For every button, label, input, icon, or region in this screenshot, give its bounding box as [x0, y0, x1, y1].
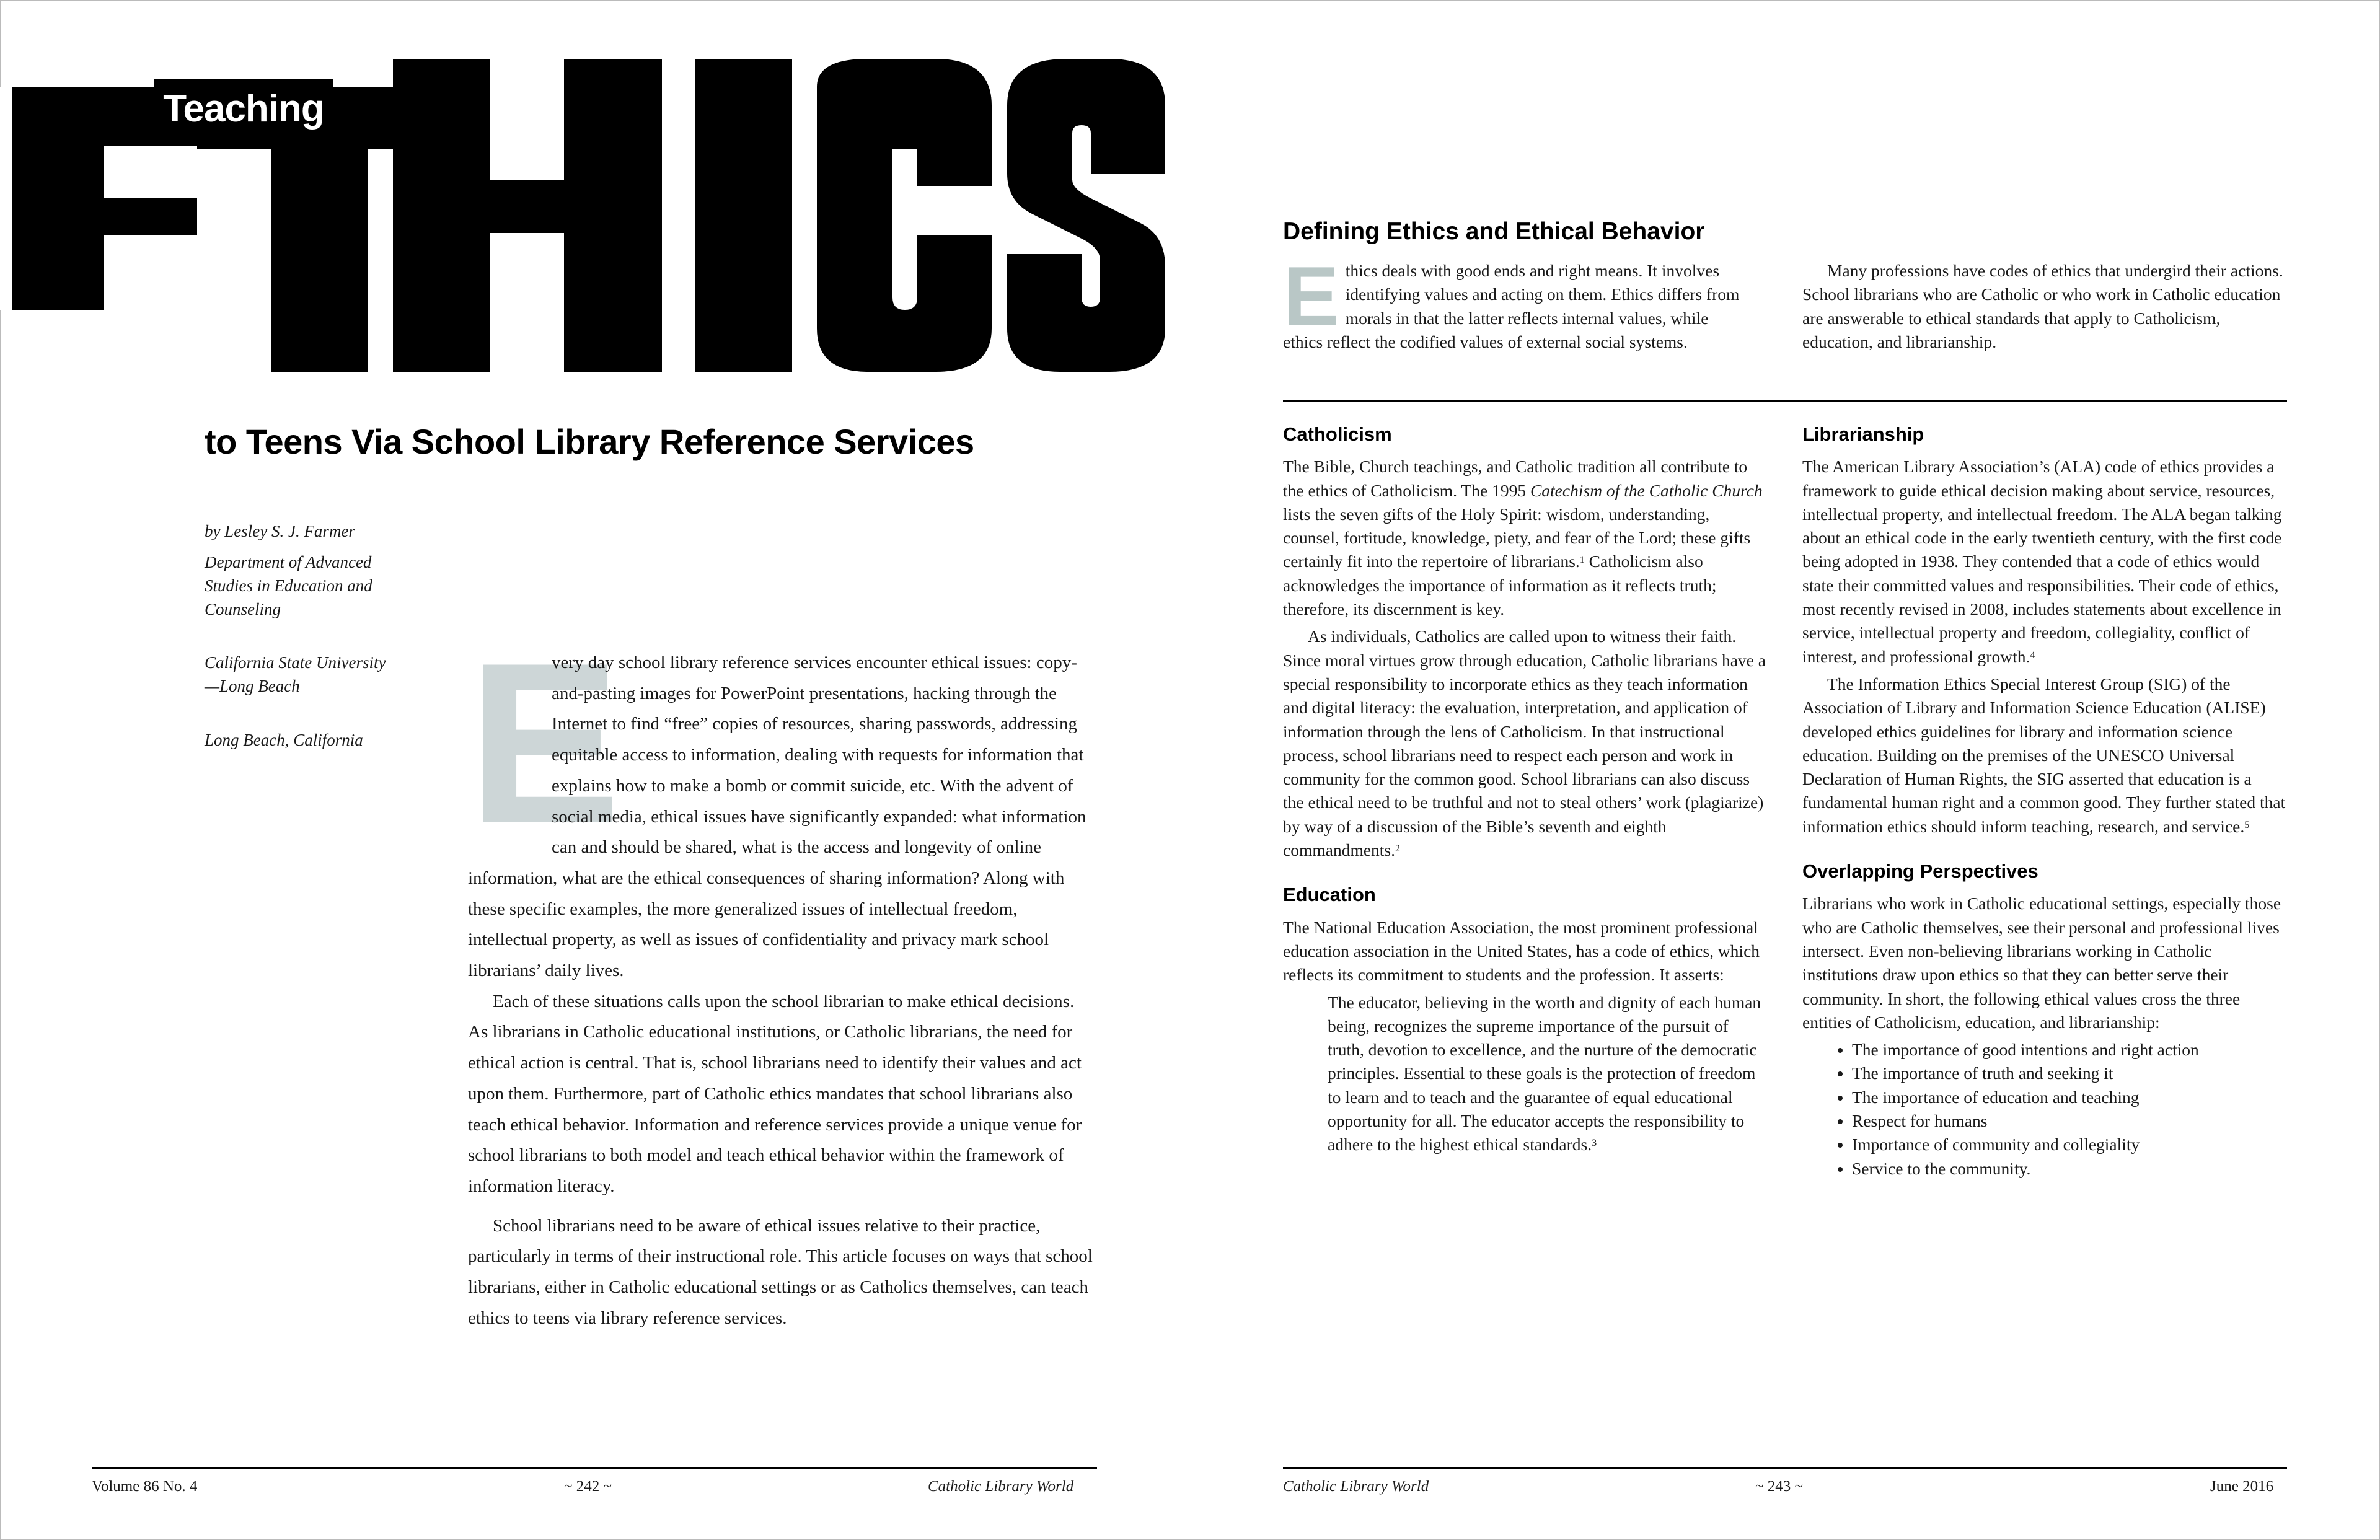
list-item: • The importance of education and teaching — [1852, 1086, 2287, 1109]
byline-department: Department of Advanced Studies in Education and Counseling — [205, 553, 372, 618]
catholicism-p1-b: lists the seven gifts of the Holy Spirit: wisdom, understanding, counsel, fortitude, knowledge, piety, and fear of the Lord; these gifts certainly fit into the repertoire of librarians. — [1283, 504, 1751, 571]
catholicism-p2-text: As individuals, Catholics are called upon to witness their faith. Since moral virtues grow through education, Catholic librarians have a special responsibility to incorporate ethics as they teach information and digital literacy: the evaluation, interpretation, and application of information through the lens of Catholicism. In that instructional process, school librarians need to respect each person and work in community for the common good. School librarians can also discuss the ethical need to be truthful and not to steal others’ work (plagiarize) by way of a discussion of the Bible’s seventh and eighth commandments. — [1283, 627, 1766, 860]
list-item: • Importance of community and collegiality — [1852, 1133, 2287, 1156]
letter-h-right — [564, 59, 662, 372]
letter-h-left — [393, 59, 490, 372]
catechism-title: Catechism of the Catholic Church — [1530, 480, 1763, 500]
section-divider — [1283, 400, 2287, 402]
letter-s — [1007, 59, 1165, 372]
drop-cap-spacer — [468, 615, 621, 871]
librarianship-paragraph-1 — [1802, 455, 2287, 669]
footnote-3: 3 — [1592, 1138, 1597, 1149]
gap-i-c — [792, 87, 817, 310]
body-paragraph-2: Each of these situations calls upon the school librarian to make ethical decisions. As librarians in Catholic educational institutions, or Catholic librarians, the need for ethical action is central. That is, school librarians need to identify their values and act upon them. Furthermore, part of Catholic ethics mandates that school librarians also teach ethical behavior. Information and reference services provide a unique venue for school librarians to both model and teach ethical behavior within the framework of information literacy. — [468, 991, 1082, 1196]
ethical-values-list — [1802, 1038, 2287, 1181]
footnote-2: 2 — [1395, 843, 1401, 855]
intro-drop-cap: E — [1283, 249, 1339, 343]
intro-column-left — [1283, 249, 1740, 354]
catholicism-paragraph-2 — [1283, 625, 1769, 862]
catholicism-p1-a: The Bible, Church teachings, and Catholic tradition all contribute to the ethics of Catholicism. The 1995 — [1283, 457, 1748, 500]
kicker-label: Teaching — [154, 79, 333, 139]
librarianship-p2-text: The Information Ethics Special Interest Group (SIG) of the Association of Library and Information Science Education (ALISE) developed ethics guidelines for library and information science education. Building on the premises of the UNESCO Universal Declaration of Human Rights, the SIG asserted that education is a fundamental human right and a common good. They further stated that information ethics should inform teaching, research, and service. — [1802, 674, 2286, 836]
footer-journal-right: Catholic Library World — [1283, 1478, 1429, 1495]
ethics-gap-1 — [0, 87, 12, 310]
ethics-title-graphic — [0, 0, 1178, 384]
t-left-void — [197, 149, 271, 310]
footer-rule-right — [1283, 1467, 2287, 1469]
gap-h-i — [662, 87, 695, 310]
column-right — [1802, 423, 2287, 1181]
education-paragraph-1: The National Education Association, the most prominent professional education association in the United States, has a code of ethics, which reflects its commitment to students and the profession. It asserts: — [1283, 917, 1760, 985]
byline-author: by Lesley S. J. Farmer — [205, 522, 355, 540]
list-item: • Respect for humans — [1852, 1109, 2287, 1133]
heading-librarianship: Librarianship — [1802, 423, 1924, 445]
t-right-void — [368, 149, 393, 310]
intro-column-right — [1802, 259, 2285, 354]
article-body — [468, 615, 1095, 1334]
body-paragraph-1-text: very day school library reference services encounter ethical issues: copy-and-pasting images for PowerPoint presentations, hacking through the Internet to find “free” copies of resources, sharing passwords, addressing equitable access to information, dealing with requests for information that explains how to make a bomb or commit suicide, etc. With the advent of social media, ethical issues have significantly expanded: what information can and should be shared, what is the access and longevity of online information, what are the ethical consequences of sharing information? Along with these specific examples, the more generalized issues of intellectual freedom, intellectual property, as well as issues of confidentiality and privacy mark school librarians’ daily lives. — [468, 653, 1086, 981]
column-left — [1283, 423, 1769, 1157]
body-paragraph-3: School librarians need to be aware of ethical issues relative to their practice, particularly in terms of their instructional role. This article focuses on ways that school librarians, either in Catholic educational settings or as Catholics themselves, can teach ethics to teens via library reference services. — [468, 1215, 1093, 1328]
footer-rule-left — [92, 1467, 1097, 1469]
section-title: Defining Ethics and Ethical Behavior — [1283, 218, 1705, 245]
heading-education: Education — [1283, 884, 1376, 906]
footer-journal-left: Catholic Library World — [928, 1478, 1074, 1495]
drop-cap: E — [468, 615, 621, 871]
e-notch-upper — [104, 146, 197, 198]
h-lower-void — [490, 233, 564, 310]
byline-location: Long Beach, California — [205, 731, 363, 749]
body-paragraph-1 — [468, 615, 1095, 987]
heading-catholicism: Catholicism — [1283, 423, 1392, 445]
list-item: • The importance of truth and seeking it — [1852, 1062, 2287, 1085]
footer-page-number-right: ~ 243 ~ — [1755, 1478, 1804, 1495]
catholicism-paragraph-1 — [1283, 455, 1769, 621]
letter-i — [695, 59, 792, 372]
overlapping-paragraph-1: Librarians who work in Catholic educational settings, especially those who are Catholic themselves, see their personal and professional lives intersect. Even non-believing librarians working in Catholic institutions draw upon ethics so that they can better serve their community. In short, the following ethical values cross the three entities of Catholicism, education, and librarianship: — [1802, 894, 2281, 1032]
footer-volume: Volume 86 No. 4 — [92, 1478, 198, 1495]
nea-quote — [1283, 991, 1769, 1157]
h-upper-void — [490, 87, 564, 180]
nea-quote-text: The educator, believing in the worth and dignity of each human being, recognizes the supreme importance of the pursuit of truth, devotion to excellence, and the nurture of the democratic principles. Essential to these goals is the protection of freedom to learn and to teach and the guarantee of equal educational opportunity for all. The educator accepts the responsibility to adhere to the highest ethical standards. — [1328, 992, 1761, 1155]
librarianship-paragraph-2 — [1802, 672, 2287, 838]
footnote-4: 4 — [2030, 649, 2035, 661]
intro-paragraph-2: Many professions have codes of ethics that undergird their actions. School librarians who are Catholic or who work in Catholic education are answerable to ethical standards that apply to Catholicism, education, and librarianship. — [1802, 261, 2283, 351]
catholicism-p1-c: Catholicism also acknowledges the importance of information as it reflects truth; therefore, its discernment is key. — [1283, 552, 1717, 619]
footnote-5: 5 — [2244, 819, 2250, 830]
list-item: • The importance of good intentions and right action — [1852, 1038, 2287, 1062]
footer-date: June 2016 — [2210, 1478, 2274, 1495]
footnote-1: 1 — [1579, 555, 1585, 566]
librarianship-p1-text: The American Library Association’s (ALA) code of ethics provides a framework to guide ethical decision making about service, resources, intellectual property, and intellectual freedom. The ALA began talking about an ethical code in the early twentieth century, with the first code being adopted in 1938. They contended that a code of ethics would state their committed values and responsibilities. Their code of ethics, most recently revised in 2008, includes statements about excellence in service, intellectual property and freedom, collegiality, conflict of interest, and professional growth. — [1802, 457, 2282, 666]
e-notch-lower — [104, 235, 197, 310]
byline-university: California State University—Long Beach — [205, 653, 386, 695]
list-item: • Service to the community. — [1852, 1157, 2287, 1181]
footer-page-number-left: ~ 242 ~ — [564, 1478, 612, 1495]
intro-paragraph-1: thics deals with good ends and right means. It involves identifying values and acting on them. Ethics differs from morals in that the latter reflects internal values, while ethics reflect the codified values of external social systems. — [1283, 261, 1740, 351]
heading-overlapping: Overlapping Perspectives — [1802, 860, 2038, 882]
article-subtitle: to Teens Via School Library Reference Services — [205, 422, 974, 461]
